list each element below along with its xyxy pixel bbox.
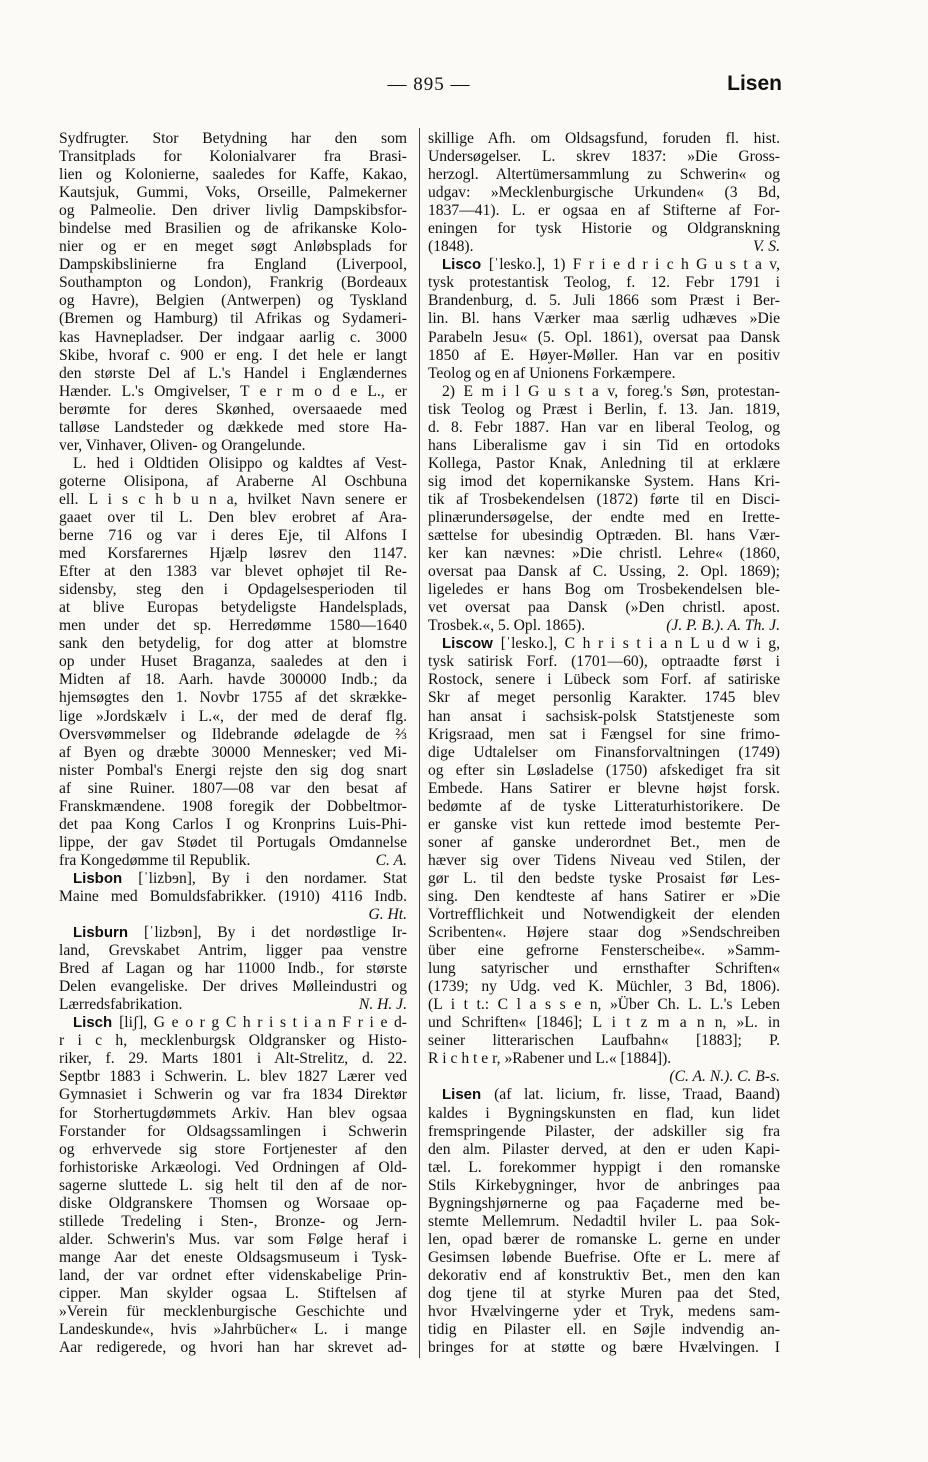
text-line (59, 1339, 407, 1357)
line-text: soner af ganske underordnet Bet., men de (428, 833, 780, 851)
line-text: cipper. Man skylder ogsaa L. Stiftelsen af (59, 1285, 407, 1302)
text-line (428, 924, 780, 942)
text-line (428, 671, 780, 689)
text-line (428, 274, 780, 292)
text-line (59, 1303, 407, 1321)
text-line (428, 762, 780, 780)
text-line (59, 527, 407, 545)
line-text: det paa Kong Carlos I og Kronprins Luis-Phi- (59, 815, 407, 833)
author-signature: N. H. J. (358, 996, 407, 1014)
text-line (59, 1159, 407, 1177)
line-text: ker kan nævnes: »Die christl. Lehre« (1860, (428, 545, 780, 563)
text-line (59, 1321, 407, 1339)
text-line (59, 1141, 407, 1159)
text-line (59, 1285, 407, 1303)
line-text: Stils Kirkebygninger, hvor de anbringes paa (428, 1176, 780, 1194)
text-line (59, 1267, 407, 1285)
text-line (59, 130, 407, 148)
line-text: herzogl. Altertümersammlung zu Schwerin« og (428, 166, 780, 184)
line-text: L. hed i Oldtiden Olisippo og kaldtes af Vest- (73, 454, 407, 472)
line-text: med Korsfarernes Hjælp løsrev den 1147. (59, 545, 407, 563)
text-line (428, 1014, 780, 1032)
text-line (59, 924, 407, 942)
line-text: Oversvømmelser og Ildebrande ødelagde de ⅔ (59, 725, 407, 743)
text-line (428, 1249, 780, 1267)
line-text: dog tjene til at styrke Muren paa det Sted, (428, 1285, 780, 1302)
entry-headword: Lisco (442, 256, 489, 274)
text-line (59, 978, 407, 996)
line-text: plinærundersøgelse, der endte med en Irette- (428, 508, 780, 526)
text-line (428, 256, 780, 274)
line-text: at blive Europas betydeligste Handelsplads, (59, 599, 407, 617)
text-line (59, 942, 407, 960)
line-text: Forstander for Oldsagssamlingen i Schwerin (59, 1122, 407, 1140)
text-line (59, 599, 407, 617)
text-line (59, 256, 407, 274)
running-head: Lisen (727, 72, 782, 95)
line-text: ver, Vinhaver, Oliven- og Orangelunde. (59, 436, 306, 454)
line-text: Sydfrugter. Stor Betydning har den som (59, 130, 407, 147)
line-text: hvor Hvælvingerne yder et Tryk, medens sam- (428, 1303, 780, 1321)
line-text: »Verein für mecklenburgische Geschichte und (59, 1303, 407, 1321)
text-line (428, 130, 780, 148)
entry-headword: Liscow (442, 635, 501, 653)
text-line (59, 852, 407, 870)
text-line (428, 1123, 780, 1141)
text-line (59, 545, 407, 563)
text-line (59, 870, 407, 888)
line-text: Maine med Bomuldsfabrikker. (1910) 4116 Indb. (59, 887, 407, 905)
line-text: talløse Landsteder og dækkede med store Ha- (59, 418, 407, 436)
line-text: og efter sin Løsladelse (1750) afskediget fra sit (428, 761, 780, 779)
text-line (428, 527, 780, 545)
line-text: [ˈlizbɘn], By i den nordamer. Stat (138, 869, 407, 887)
line-text: bringes for at støtte og bære Hvælvingen. I (428, 1339, 780, 1357)
line-text: seiner litterarischen Laufbahn« [1883]; P. (428, 1032, 780, 1050)
line-text: land, der var ordnet efter videnskabelige Prin- (59, 1266, 407, 1284)
text-line (428, 1086, 780, 1104)
line-text: kas Havnepladser. Der indgaar aarlig c. 3000 (59, 328, 407, 346)
line-text: eningen for tysk Historie og Oldgranskning (428, 220, 780, 238)
text-line (428, 1195, 780, 1213)
text-line (59, 455, 407, 473)
line-text: Lærredsfabrikation. (59, 996, 183, 1014)
line-text: Krigsraad, men sat i Fængsel for sine frimo- (428, 725, 780, 743)
line-text: sing. Den kendteste af hans Satirer er »Die (428, 887, 780, 905)
line-text: for Storhertugdømmets Arkiv. Han blev ogsaa (59, 1104, 407, 1122)
line-text: dige Udtalelser om Finansforvaltningen (1749) (428, 743, 780, 761)
line-text: Skr af meget personlig Karakter. 1745 blev (428, 689, 780, 707)
text-line (428, 599, 780, 617)
text-line (59, 906, 407, 924)
text-line (428, 202, 780, 220)
text-line (428, 780, 780, 798)
line-text: sættelse for ubesindig Optræden. Bl. hans Vær- (428, 527, 780, 545)
line-text: [ˈlizbɘn], By i det nordøstlige Ir- (143, 924, 407, 942)
text-line (428, 545, 780, 563)
line-text: og Havre), Belgien (Antwerpen) og Tyskland (59, 292, 407, 310)
line-text: og Palmeolie. Den driver livlig Dampskibsfor- (59, 202, 407, 220)
line-text: mange Aar det eneste Oldsagsmuseum i Tysk- (59, 1248, 407, 1266)
line-text: sidensby, steg den i Opdagelsesperioden til (59, 581, 407, 599)
line-text: (1739; ny Udg. ved K. Müchler, 3 Bd, 1806). (428, 978, 780, 996)
line-text: lien og Kolonierne, saaledes for Kaffe, Kakao, (59, 166, 407, 184)
line-text: af Byen og dræbte 30000 Mennesker; ved Mi- (59, 743, 407, 761)
text-line (428, 563, 780, 581)
text-line (428, 1267, 780, 1285)
text-line (59, 1177, 407, 1195)
line-text: sig imod det kopernikanske System. Hans Kri- (428, 472, 780, 490)
author-signature: V. S. (752, 238, 780, 256)
text-line (428, 491, 780, 509)
line-text: Landeskunde«, hvis »Jahrbücher« L. i mange (59, 1321, 407, 1339)
text-line (428, 329, 780, 347)
text-line (428, 1068, 780, 1086)
text-line (59, 563, 407, 581)
line-text: den største Del af L.'s Handel i Englændernes (59, 364, 407, 382)
page-number: — 895 — (387, 74, 471, 95)
line-text: Gymnasiet i Schwerin og var fra 1834 Direktør (59, 1086, 407, 1104)
text-line (59, 1249, 407, 1267)
line-text: [ˈlesko.], 1) F r i e d r i c h G u s t a v, (488, 256, 780, 274)
text-line (428, 617, 780, 635)
text-line (428, 1141, 780, 1159)
author-signature: G. Ht. (368, 906, 407, 924)
text-line (59, 834, 407, 852)
text-line (428, 184, 780, 202)
line-text: fra Kongedømme til Republik. (59, 851, 251, 869)
text-line (428, 888, 780, 906)
line-text: Franskmændene. 1908 foregik der Dobbeltmor- (59, 797, 407, 815)
text-line (59, 238, 407, 256)
line-text: hæver sig over Tidens Niveau ved Stilen, der (428, 851, 780, 869)
text-line (59, 1014, 407, 1032)
line-text: Bygningshjørnerne og paa Façaderne med be- (428, 1194, 780, 1212)
text-line (428, 744, 780, 762)
text-line (428, 220, 780, 238)
line-text: Embede. Hans Satirer er blevne højst forsk. (428, 779, 780, 797)
line-text: sank den betydelig, for dog atter at blomstre (59, 635, 407, 653)
text-line (59, 1231, 407, 1249)
entry-headword: Lisbon (73, 869, 139, 887)
text-line (59, 653, 407, 671)
text-line (428, 1177, 780, 1195)
text-line (428, 798, 780, 816)
text-line (59, 347, 407, 365)
line-text: tisk Teolog og Præst i Berlin, f. 13. Jan. 1819, (428, 400, 780, 418)
text-line (428, 437, 780, 455)
line-text: tik af Trosbekendelsen (1872) førte til en Disci- (428, 490, 780, 508)
line-text: hans Liberalisme gav i sin Tid en ortodoks (428, 436, 780, 454)
line-text: len, opad bærer de romanske L. gerne en under (428, 1230, 780, 1248)
line-text: (af lat. licium, fr. lisse, Traad, Baand) (494, 1086, 780, 1104)
line-text: Brandenburg, d. 5. Juli 1866 som Præst i Ber- (428, 292, 780, 310)
right-column (428, 130, 780, 1357)
line-text: r i c h, mecklenburgsk Oldgransker og Histo- (59, 1032, 407, 1050)
line-text: tysk protestantisk Teolog, f. 12. Febr 1791 i (428, 274, 780, 292)
text-line (59, 329, 407, 347)
line-text: hjemsøgtes den 1. Novbr 1755 af det skrække- (59, 689, 407, 707)
text-line (428, 834, 780, 852)
text-line (59, 960, 407, 978)
line-text: Scribenten«. Højere staar dog »Sendschreiben (428, 924, 780, 942)
line-text: (L i t t.: C l a s s e n, »Über Ch. L. L.'s Leben (428, 996, 780, 1014)
author-signature: C. A. (375, 851, 407, 869)
text-line (59, 1086, 407, 1104)
text-line (59, 166, 407, 184)
text-line (428, 708, 780, 726)
text-line (59, 671, 407, 689)
line-text: ligeledes er hans Bog om Trosbekendelsen ble- (428, 581, 780, 599)
line-text: alder. Schwerin's Mus. var som Følge heraf i (59, 1230, 407, 1248)
line-text: diske Oldgranskere Thomsen og Worsaae op- (59, 1194, 407, 1212)
line-text: tidig en Pilaster ell. en Søjle indvendig an- (428, 1321, 780, 1339)
text-line (428, 653, 780, 671)
text-line (59, 1032, 407, 1050)
text-line (59, 419, 407, 437)
line-text: nister Pombal's Energi rejste den sig dog snart (59, 761, 407, 779)
text-line (59, 726, 407, 744)
text-line (59, 491, 407, 509)
line-text: Skibe, hvoraf c. 900 er eng. I det hele er langt (59, 346, 407, 364)
line-text: Septbr 1883 i Schwerin. L. blev 1827 Lærer ved (59, 1068, 407, 1086)
text-line (59, 365, 407, 383)
line-text: gør L. til den bedste tyske Prosaist før Les- (428, 869, 780, 887)
line-text: og erhvervede sig store Fortjenester af den (59, 1140, 407, 1158)
line-text: Delen evangeliske. Der drives Mølleindustri og (59, 978, 407, 996)
author-signature: (J. P. B.). A. Th. J. (666, 617, 780, 635)
text-line (59, 635, 407, 653)
text-line (428, 996, 780, 1014)
text-line (428, 978, 780, 996)
line-text: berømte for deres Skønhed, oversaaede med (59, 400, 407, 418)
line-text: tæl. L. forekommer hyppigt i den romanske (428, 1158, 780, 1176)
line-text: berne 716 og var i deres Eje, til Alfons I (59, 527, 407, 545)
text-line (428, 347, 780, 365)
text-line (428, 1213, 780, 1231)
line-text: Kautsjuk, Gummi, Voks, Orseille, Palmekerner (59, 184, 407, 202)
text-line (59, 708, 407, 726)
text-line (428, 816, 780, 834)
text-line (428, 455, 780, 473)
line-text: Transitplads for Kolonialvarer fra Brasi- (59, 148, 407, 166)
text-line (428, 1231, 780, 1249)
text-line (428, 419, 780, 437)
text-line (59, 1123, 407, 1141)
text-line (428, 238, 780, 256)
text-line (59, 798, 407, 816)
line-text: sagerne sluttede L. sig helt til den af de nor- (59, 1176, 407, 1194)
text-line (59, 437, 407, 455)
line-text: men under det sp. Herredømme 1580—1640 (59, 617, 407, 635)
text-line (59, 148, 407, 166)
line-text: Vortrefflichkeit und Notwendigkeit der elenden (428, 906, 780, 924)
line-text: über eine gefrorne Fensterscheibe«. »Samm- (428, 942, 780, 960)
text-line (428, 148, 780, 166)
text-line (428, 581, 780, 599)
line-text: Teolog og en af Unionens Forkæmpere. (428, 364, 676, 382)
line-text: und Schriften« [1846]; L i t z m a n n, »L. in (428, 1014, 780, 1032)
text-line (428, 1032, 780, 1050)
line-text: 1850 af E. Høyer-Møller. Han var en positiv (428, 346, 780, 364)
text-line (59, 581, 407, 599)
text-line (59, 220, 407, 238)
text-line (428, 906, 780, 924)
line-text: Undersøgelser. L. skrev 1837: »Die Gross- (428, 148, 780, 166)
text-line (428, 1321, 780, 1339)
line-text: lin. Bl. hans Værker maa særlig udhæves »Die (428, 310, 780, 328)
line-text: tysk satirisk Forf. (1701—60), optraadte først i (428, 653, 780, 671)
line-text: Midten af 18. Aarh. havde 300000 Indb.; da (59, 671, 407, 689)
text-line (428, 166, 780, 184)
line-text: stemte Mellemrum. Nedadtil hviler L. paa Sok- (428, 1212, 780, 1230)
entry-headword: Lisch (73, 1014, 120, 1032)
text-line (59, 780, 407, 798)
line-text: Hænder. L.'s Omgivelser, T e r m o d e L., er (59, 382, 407, 400)
text-line (59, 383, 407, 401)
text-line (59, 401, 407, 419)
text-line (428, 1285, 780, 1303)
line-text: Dampskibslinierne fra England (Liverpool, (59, 256, 407, 274)
line-text: udgav: »Mecklenburgische Urkunden« (3 Bd, (428, 184, 780, 202)
entry-headword: Lisen (442, 1086, 495, 1104)
text-line (428, 1050, 780, 1068)
text-line (59, 888, 407, 906)
line-text: kaldes i Bygningskunsten en flad, kun lidet (428, 1104, 780, 1122)
line-text: Bred af Lagan og har 11000 Indb., for største (59, 960, 407, 978)
left-column (59, 130, 407, 1357)
line-text: R i c h t e r, »Rabener und L.« [1884]). (428, 1050, 672, 1068)
line-text: forhistoriske Arkæologi. Ved Ordningen af Old- (59, 1158, 407, 1176)
text-line (428, 365, 780, 383)
line-text: Trosbek.«, 5. Opl. 1865). (428, 617, 586, 635)
text-line (428, 726, 780, 744)
line-text: dekorativ end af konstruktiv Bet., men den kan (428, 1266, 780, 1284)
line-text: lippe, der gav Stødet til Portugals Omdannelse (59, 833, 407, 851)
line-text: Gesimsen løbende Buefrise. Ofte er L. mere af (428, 1248, 780, 1266)
line-text: af sine Ruiner. 1807—08 var den besat af (59, 779, 407, 797)
text-line (428, 310, 780, 328)
text-line (59, 744, 407, 762)
line-text: Efter at den 1383 var blevet ophøjet til Re- (59, 563, 407, 581)
line-text: goterne Olisipona, af Araberne Al Oschbuna (59, 472, 407, 490)
line-text: 1837—41). L. er ogsaa en af Stifterne af For- (428, 202, 780, 220)
line-text: d. 8. Febr 1887. Han var en liberal Teolog, og (428, 418, 780, 436)
text-line (59, 816, 407, 834)
text-line (59, 1068, 407, 1086)
text-line (59, 292, 407, 310)
text-line (428, 960, 780, 978)
text-line (428, 473, 780, 491)
text-line (428, 383, 780, 401)
text-line (59, 310, 407, 328)
text-line (59, 274, 407, 292)
line-text: ell. L i s c h b u n a, hvilket Navn senere er (59, 490, 407, 508)
text-line (59, 473, 407, 491)
line-text: [liʃ], G e o r g C h r i s t i a n F r i e d- (119, 1014, 407, 1032)
line-text: Southampton og London), Frankrig (Bordeaux (59, 274, 407, 292)
text-line (59, 1213, 407, 1231)
line-text: vet oversat paa Dansk (»Den christl. apost. (428, 599, 780, 617)
line-text: er ganske vist kun rettede imod bestemte Per- (428, 815, 780, 833)
text-line (59, 617, 407, 635)
line-text: skillige Afh. om Oldsagsfund, foruden fl. hist. (428, 130, 780, 147)
text-line (428, 1339, 780, 1357)
line-text: den alm. Pilaster derved, at den er uden Kapi- (428, 1140, 780, 1158)
text-line (428, 509, 780, 527)
line-text: (1848). (428, 238, 474, 256)
text-line (59, 202, 407, 220)
text-line (59, 184, 407, 202)
column-divider (419, 128, 420, 1358)
author-signature: (C. A. N.). C. B-s. (669, 1068, 780, 1086)
text-line (59, 509, 407, 527)
text-line (59, 996, 407, 1014)
text-line (428, 1105, 780, 1123)
line-text: [ˈlesko.], C h r i s t i a n L u d w i g, (500, 635, 780, 653)
line-text: Kollega, Pastor Knak, Anledning til at erklære (428, 454, 780, 472)
text-line (59, 762, 407, 780)
line-text: riker, f. 29. Marts 1801 i Alt-Strelitz, d. 22. (59, 1050, 407, 1068)
line-text: gaaet over til L. Den blev erobret af Ara- (59, 508, 407, 526)
line-text: Parabeln Jesu« (5. Opl. 1861), oversat paa Dansk (428, 328, 780, 346)
text-line (428, 1303, 780, 1321)
text-line (428, 852, 780, 870)
line-text: 2) E m i l G u s t a v, foreg.'s Søn, protestan- (442, 382, 780, 400)
text-line (428, 635, 780, 653)
text-line (428, 401, 780, 419)
text-line (59, 689, 407, 707)
line-text: bindelse med Brasilien og de afrikanske Kolo- (59, 220, 407, 238)
line-text: op under Huset Braganza, saaledes at den i (59, 653, 407, 671)
line-text: nier og er en meget søgt Anløbsplads for (59, 238, 407, 256)
text-line (59, 1105, 407, 1123)
line-text: (Bremen og Hamburg) til Afrikas og Sydameri- (59, 310, 407, 328)
text-line (59, 1050, 407, 1068)
line-text: bedømte af de tyske Litteraturhistorikere. De (428, 797, 780, 815)
entry-headword: Lisburn (73, 924, 144, 942)
line-text: han ansat i sachsisk-polsk Statstjeneste som (428, 707, 780, 725)
line-text: oversat paa Dansk af C. Ussing, 2. Opl. 1869); (428, 563, 780, 581)
line-text: lige »Jordskælv i L.«, der med de deraf flg. (59, 707, 407, 725)
text-line (428, 689, 780, 707)
text-line (59, 1195, 407, 1213)
line-text: Rostock, senere i Lübeck som Forf. af satiriske (428, 671, 780, 689)
text-line (428, 292, 780, 310)
line-text: fremspringende Pilaster, der adskiller sig fra (428, 1122, 780, 1140)
line-text: stillede Tredeling i Sten-, Bronze- og Jern- (59, 1212, 407, 1230)
line-text: lung satyrischer und ernsthafter Schriften« (428, 960, 780, 978)
text-line (428, 942, 780, 960)
line-text: land, Grevskabet Antrim, ligger paa venstre (59, 942, 407, 960)
line-text: Aar redigerede, og hvori han har skrevet ad- (59, 1339, 407, 1357)
text-line (428, 870, 780, 888)
text-line (428, 1159, 780, 1177)
